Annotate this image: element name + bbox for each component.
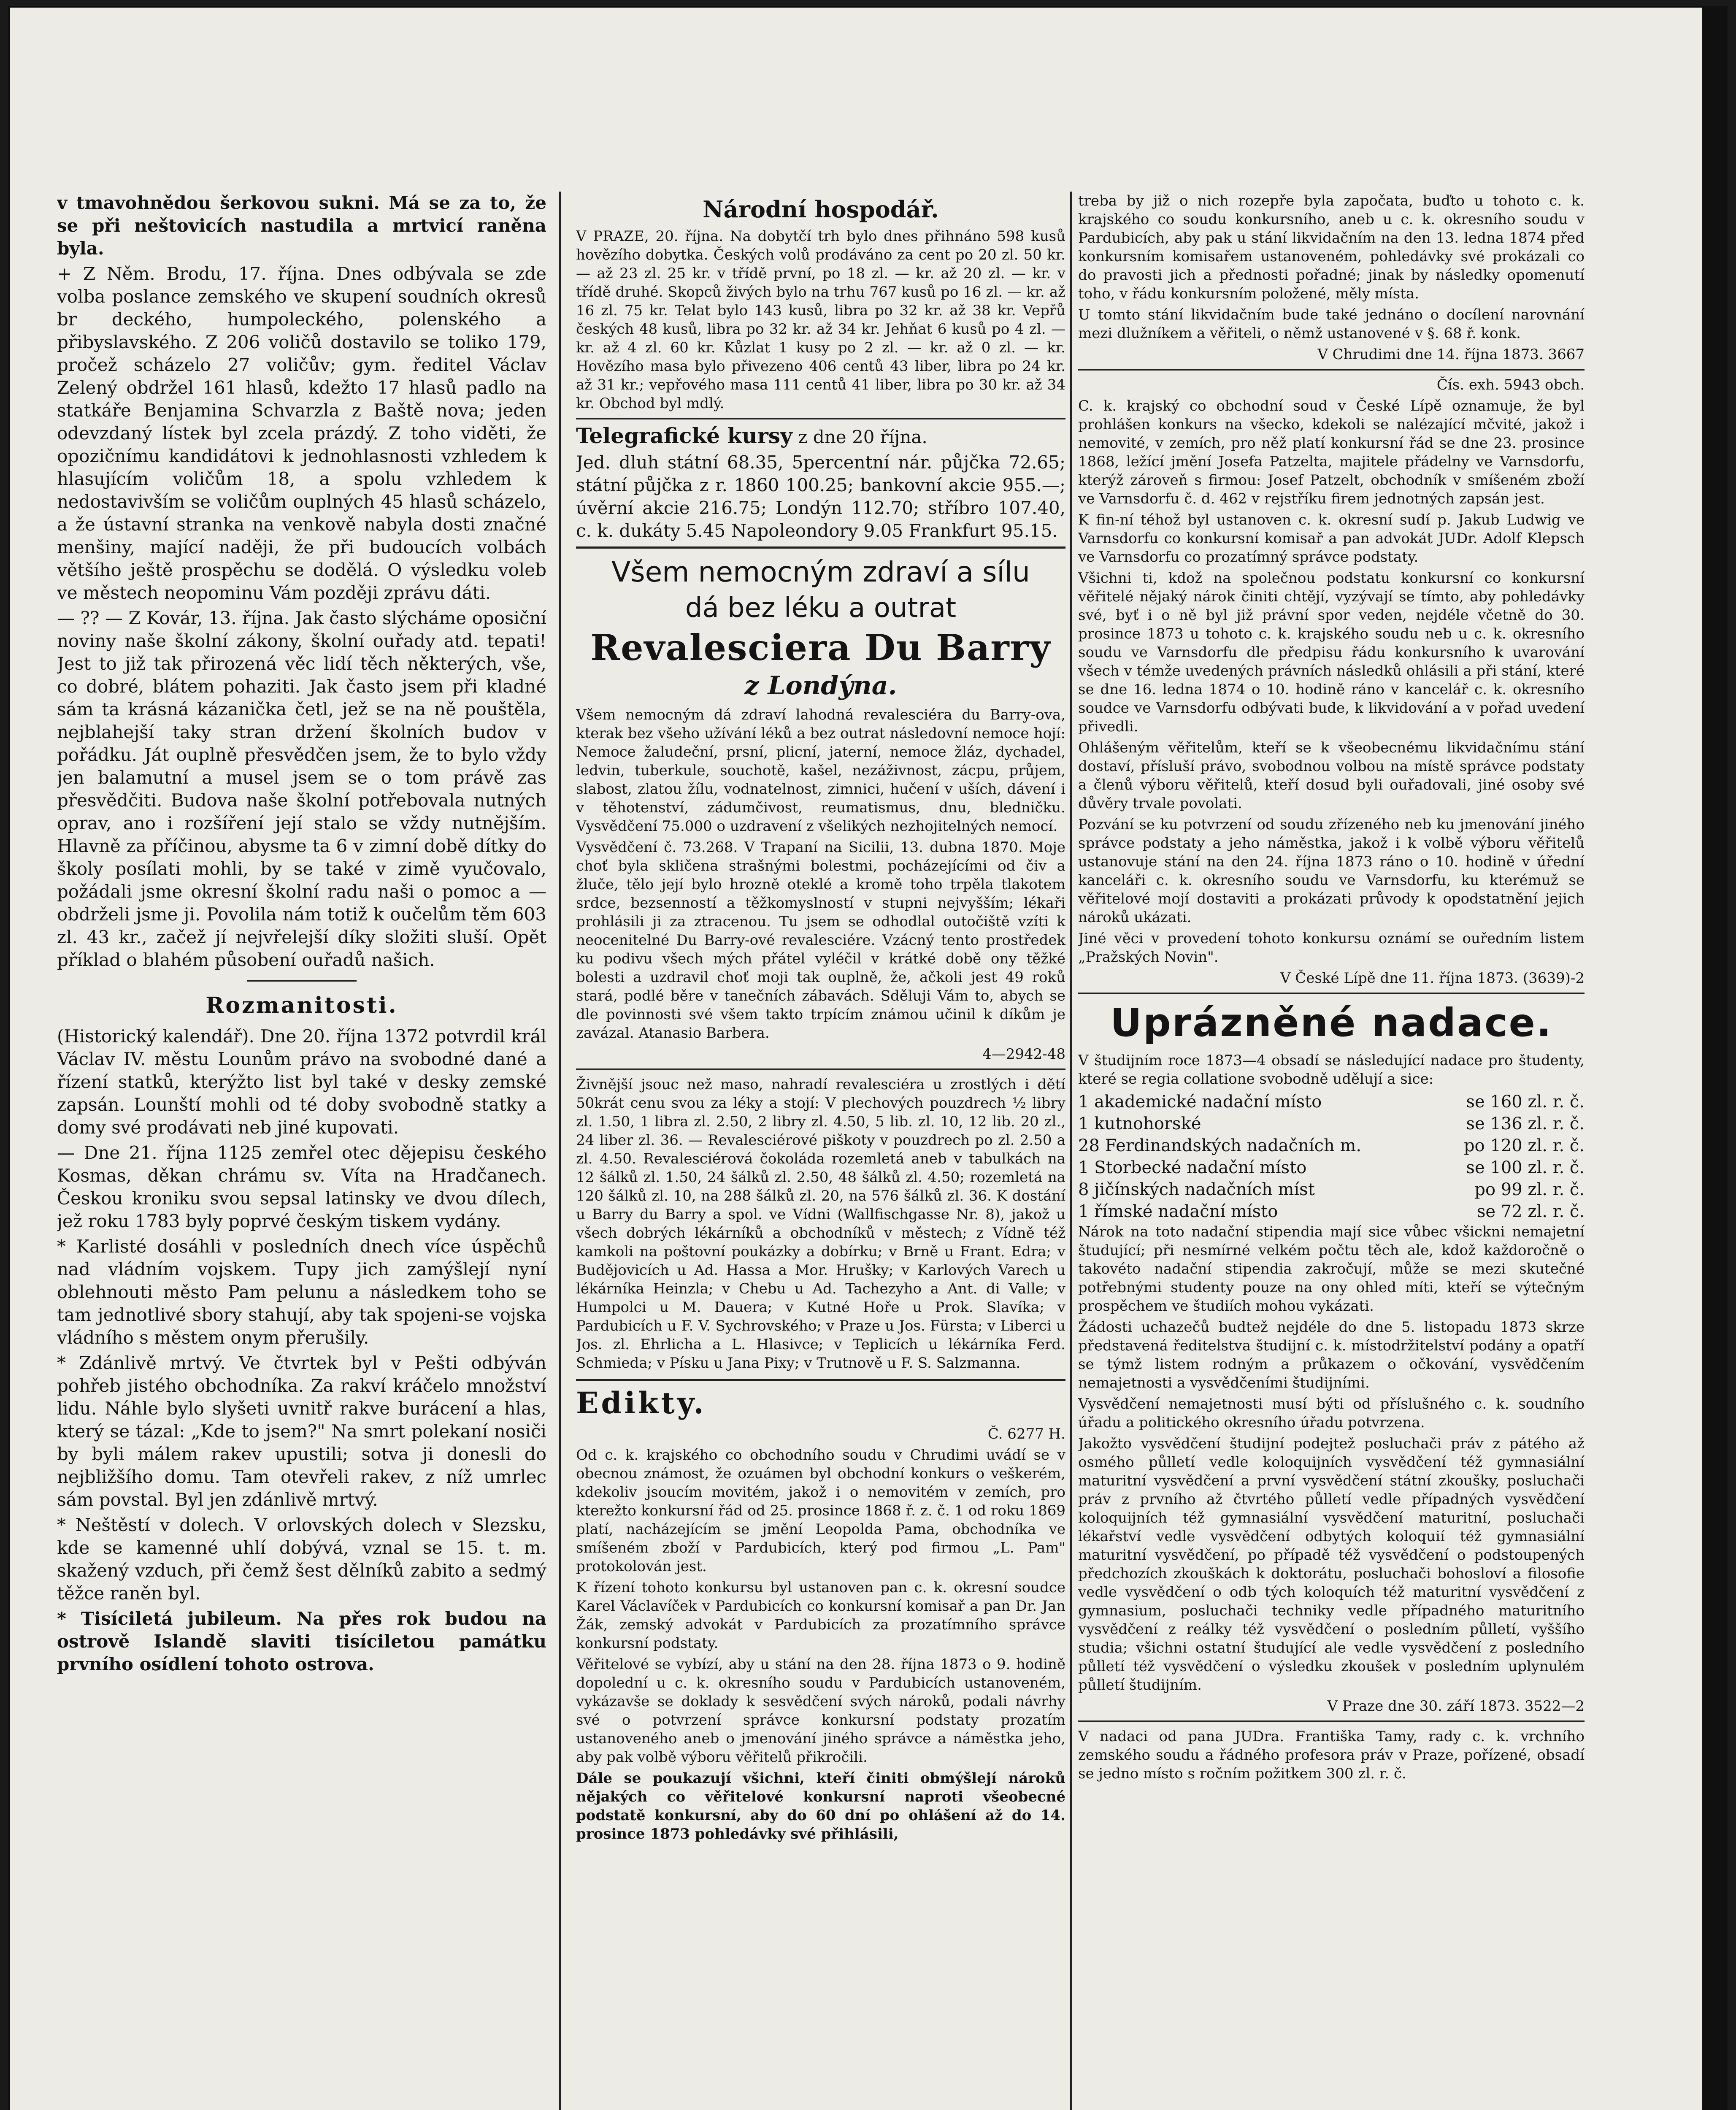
paragraph: Věřitelové se vybízí, aby u stání na den 28. října 1873 o 9. hodině dopolední u c. k. okresního soudu v Pardubicích ustanoveném, vykázavše se doklady k sesvědčení svých nároků, podali návrhy své o potvrzení správce konkursní podstaty prozatím ustanoveného aneb o jmenování jiného správce a náměstka jeho, aby pak volbě výboru věřitelů přikročili. [576,1656,1065,1766]
case-number: Čís. exh. 5943 obch. [1436,376,1585,393]
paragraph: V nadaci od pana JUDra. Františka Tamy, rady c. k. vrchního zemského soudu a řádného profesora práv v Praze, pořízené, obsadí se jedno místo s ročním požitkem 300 zl. r. č. [1078,1728,1585,1782]
signature: V Praze dne 30. září 1873. 3522—2 [1327,1698,1585,1715]
paragraph: Živnější jsouc než maso, nahradí revalesciéra u zrostlých i dětí 50krát cenu svou za léky a stojí: V plechových pouzdrech ½ libry zl. 1.50, 1 libra zl. 2.50, 2 libry zl. 4.50, 5 lib. zl. 10, 12 lib. 20 zl., 24 liber zl. 36. — Revalesciérové piškoty v pouzdrech po zl. 2.50 a zl. 4.50. Revalesciérová čokoláda rozemletá aneb v tabulkách na 12 šálků zl. 1.50, 24 šálků zl. 2.50, 48 šálků zl. 4.50; rozemletá na 120 šálků zl. 10, na 288 šálků zl. 20, na 576 šálků zl. 36. K dostání u Barry du Barry a spol. ve Vídni (Wallfischgasse Nr. 8), jakož u všech dobrých lékárníků a obchodníků v městech; z Vídně též kamkoli na poštovní poukázky a dobírku; v Brně u Frant. Edra; v Budějovicích u Ad. Hassa a Mor. Hrušky; v Karlových Varech u lékárníka Heinzla; v Chebu u Ad. Tachezyho a Ant. di Valle; v Humpolci u M. Dauera; v Kutné Hoře u Prok. Slavíka; v Pardubicích u F. V. Sychrovského; v Praze u Jos. Fürsta; v Liberci u Jos. zl. Ehrlicha a L. Hlasivce; v Teplicích u lékárníka Ferd. Schmieda; v Písku u Jana Pixy; v Trutnově u F. S. Salzmanna. [576,1076,1065,1372]
column-left [57,192,546,1678]
column-right [1078,192,1585,1785]
divider [247,980,357,982]
advertisement [576,546,1065,1381]
section-heading: Národní hospodář. [703,196,939,223]
column-rule [1070,192,1072,2110]
paragraph: Ohlášeným věřitelům, kteří se k všeobecnému likvidačnímu stání dostaví, přísluší právo, svobodnou volbou na místě správce podstaty a členů výboru věřitelů, kteří dosud byli ouřadovali, jiné osoby své důvěry trvale povolati. [1078,739,1585,812]
column-middle [576,192,1065,1846]
divider [576,418,1065,419]
paragraph: K fin-ní téhož byl ustanoven c. k. okresní sudí p. Jakub Ludwig ve Varnsdorfu co konkursní komisař a pan advokát JUDr. Adolf Klepsch ve Varnsdorfu co prozatímný správce podstaty. [1078,511,1585,565]
paragraph: V študijním roce 1873—4 obsadí se následující nadace pro študenty, které se regia collatione svobodně udělují a sice: [1078,1052,1585,1087]
ad-title: Revalesciera Du Barry [590,627,1051,668]
paragraph: Vysvědčení č. 73.268. V Trapaní na Sicilii, 13. dubna 1870. Moje choť byla skličena strašnými bolestmi, pocházejícími od čiv a žluče, tělo její bylo hrozně oteklé a kromě toho trpěla tlakotem srdce, bezsenností a těžkomyslností v stupni nejvyšším; lékaři prohlásili ji za ztracenou. Tu jsem se odhodlal outočiště vzíti k neocenitelné Du Barry-ové revalesciére. Vzácný tento prostředek ku podivu všech mých přátel vyléčil v krátké době ony těžké bolesti a uzdravil choť moji tak ouplně, že, ačkoli jest 49 roků stará, podlé běre v tanečních zábavách. Sděluji Vám to, abych se dle povinnosti své všem takto trpícím známou učinil k díkům je zavázal. Atanasio Barbera. [576,839,1065,1041]
ad-subtitle: z Londýna. [744,671,897,701]
paragraph: Jiné věci v provedení tohoto konkursu oznámí se ouředním listem „Pražských Novin". [1078,930,1585,966]
paragraph: Všem nemocným dá zdraví lahodná revalesciéra du Barry-ova, kterak bez všeho užívání léků a bez outrat následovní nemoce hojí: Nemoce žaludeční, prsní, plicní, jaterní, nemoce žláz, dychadel, ledvin, tuberkule, souchotě, kašel, nezáživnost, zácpu, průjem, slabost, zlatou žílu, vodnatelnost, zimnici, hučení v uších, dávení i v těhotenství, zádumčivost, reumatismus, dnu, bledničku. Vysvědčení 75.000 o uzdravení z všelikých nezhojitelných nemocí. [576,706,1065,835]
paragraph: C. k. krajský co obchodní soud v České Lípě oznamuje, že byl prohlášen konkurs na všecko, kdekoli se nalézající mčvité, jakož i nemovité, v zemích, pro něž platí konkursní řád se dne 23. prosince 1868, ležící jmění Josefa Patzelta, majitele přádelny ve Varnsdorfu, kterýž zároveň s firmou: Josef Patzelt, obchodník v smíšeném zboží ve Varnsdorfu č. d. 462 v rejstříku firem jednotných zapsán jest. [1078,398,1585,507]
column-rule [559,192,561,2110]
divider [1078,1720,1585,1722]
paragraph: — ?? — Z Kovár, 13. října. Jak často slýcháme oposiční noviny naše školní zákony, školní ouřady atd. tepati! Jest to již tak přirozená věc lidí těch některých, vše, co dobré, blátem pohaziti. Jak často jsem při kladné sám ta krásná kázanička četl, jež se na ně pouštěla, nejblahejší taky stran držení školních budov v pořádku. Ját ouplně přesvědčen jsem, že to bylo vždy jen balamutní a musel jsem se o tom právě zas přesvědčiti. Budova naše školní potřebovala nutných oprav, ano i rozšíření její stalo se vždy nutnějším. Hlavně za příčinou, abysme ta 6 v zimní době dítky do školy posílati mohli, by se také v zimě vyučovalo, požádali jsme okresní školní radu naši o pomoc a — obdrželi jsme ji. Povolila nám totiž k oučelům těm 603 zl. 43 kr., začež jí nejvřelejší díky složiti sluší. Opět příklad o blahém působení ouřadů našich. [57,608,546,970]
section-heading: Uprázněné nadace. [1110,1000,1552,1045]
paragraph: * Neštěstí v dolech. V orlovských dolech v Slezsku, kde se kamenné uhlí dobývá, vznal se 15. t. m. skažený vzduch, při čemž šest dělníků zabito a sedmý těžce raněn byl. [57,1515,546,1604]
paragraph: Nárok na toto nadační stipendia mají sice vůbec všickni nemajetní študující; při nesmírné velkém počtu těch ale, kdož každoročně o takovéto nadační stipendia zakročují, může se mezi skutečné potřebnými studenty pouze na ony ohled míti, kteří se výtečným prospěchem ve študiích mohou vykázati. [1078,1223,1585,1315]
telegraph-heading: Telegrafické kursy [576,423,792,448]
list-item: 28 Ferdinandských nadačních m. po 120 zl. r. č. [1078,1136,1585,1155]
paragraph: — Dne 21. října 1125 zemřel otec dějepisu českého Kosmas, děkan chrámu sv. Víta na Hradčanech. Českou kroniku svou sepsal latinsky ve dvou dílech, jež roku 1783 byly poprvé českým tiskem vydány. [57,1142,546,1231]
scan-edge [1702,6,1728,2110]
divider [1078,369,1585,371]
paragraph: V PRAZE, 20. října. Na dobytčí trh bylo dnes přihnáno 598 kusů hovězího dobytka. Českých volů prodáváno za cent po 20 zl. 50 kr. — až 23 zl. 25 kr. v třídě první, po 18 zl. — kr. až 20 zl. — kr. v třídě druhé. Skopců živých bylo na trhu 767 kusů po 16 zl. — kr. až 16 zl. 75 kr. Telat bylo 143 kusů, libra po 32 kr. až 38 kr. Vepřů českých 48 kusů, libra po 32 kr. až 34 kr. Jehňat 6 kusů po 4 zl. — kr. až 4 zl. 60 kr. Kůzlat 1 kusy po 2 zl. — kr. až 0 zl. — kr. Hovězího masa bylo přivezeno 406 centů 43 liber, libra po 24 kr. až 31 kr.; vepřového masa 111 centů 41 liber, libra po 30 kr. až 34 kr. Obchod byl mdlý. [576,228,1065,412]
paragraph: treba by již o nich rozepře byla započata, buďto u tohoto c. k. krajského co soudu konkursního, aneb u c. k. okresního soudu v Pardubicích, aby pak u stání likvidačním na den 13. ledna 1874 před konkursním komisařem ustanoveném, pohledávky své prokázali co do pravosti jich a přednosti pořadné; jinak by následky opomenutí toho, v řádu konkursním položené, měly místa. [1078,192,1585,302]
ad-headline: dá bez léku a outrat [685,592,957,624]
paragraph: Žádosti uchazečů budtež nejdéle do dne 5. listopadu 1873 skrze představená ředitelstva študijní c. k. místodržitelství podány a opatří se týmž listem rodným a průkazem o očkování, vysvědčením nemajetnosti a vysvědčeními študijními. [1078,1319,1585,1391]
paragraph: * Karlisté dosáhli v posledních dnech více úspěchů nad vládním vojskem. Tupy jich zamýšlejí nyní oblehnouti město Pam pelunu a následkem toho se tam jednotlivé sbory stahují, aby tak spojeni-se vojska vládního s městem onym přerušily. [57,1236,546,1348]
list-item: 1 kutnohorské se 136 zl. r. č. [1078,1114,1585,1133]
case-number: Č. 6277 H. [987,1426,1065,1442]
paragraph: Vysvědčení nemajetnosti musí býti od příslušného c. k. soudního úřadu a politického okresního úřadu potvrzena. [1078,1396,1585,1431]
paragraph: * Tisíciletá jubileum. Na přes rok budou na ostrově Islandě slaviti tisíciletou památku prvního osídlení tohoto ostrova. [57,1608,546,1674]
paragraph: Jed. dluh státní 68.35, 5percentní nár. půjčka 72.65; státní půjčka z r. 1860 100.25; bankovní akcie 955.—; úvěrní akcie 216.75; Londýn 112.70; stříbro 107.40, c. k. dukáty 5.45 Napoleondory 9.05 Frankfurt 95.15. [576,452,1065,541]
list-item: 1 akademické nadační místo se 160 zl. r. č. [1078,1092,1585,1112]
telegraph-date: z dne 20 října. [798,427,927,447]
list-item: 1 římské nadační místo se 72 zl. r. č. [1078,1202,1585,1221]
paragraph: Dále se poukazují všichni, kteří činiti obmýšlejí nároků nějakých co věřitelové konkursní naproti všeobecné podstatě konkursní, aby do 60 dní po ohlášení až do 14. prosince 1873 pohledávky své přihlásili, [576,1770,1065,1842]
section-heading: Rozmanitosti. [206,993,398,1018]
divider [1078,993,1585,994]
newspaper-page [8,6,1728,2110]
section-heading: Edikty. [576,1385,706,1420]
paragraph: v tmavohnědou šerkovou sukni. Má se za to, že se při neštovicích nastudila a mrtvicí raněna byla. [57,192,546,259]
paragraph: U tomto stání likvidačním bude také jednáno o docílení narovnání mezi dlužníkem a věřiteli, o němž ustanovené v §. 68 ř. konk. [1078,306,1585,342]
list-item: 8 jičínských nadačních míst po 99 zl. r. č. [1078,1180,1585,1199]
paragraph: (Historický kalendář). Dne 20. října 1372 potvrdil král Václav IV. městu Lounům právo na svobodné dané a řízení statků, kterýžto list byl také v desky zemské zapsán. Lounští mohli od té doby svobodně statky a domy své prodávati neb jiné kupovati. [57,1026,546,1138]
paragraph: Pozvání se ku potvrzení od soudu zřízeného neb ku jmenování jiného správce podstaty a jeho náměstka, jakož i k volbě výboru věřitelů ustanovuje stání na den 24. října 1873 ráno o 10. hodině v úřední kanceláři c. k. okresního soudu ve Varnsdorfu, ku kterémuž se věřitelové mojí dostaviti a prokázati průvody k opodstatnění jejich nároků ukázati. [1078,816,1585,926]
list-item: 1 Storbecké nadační místo se 100 zl. r. č. [1078,1158,1585,1177]
paragraph: K řízení tohoto konkursu byl ustanoven pan c. k. okresní soudce Karel Václavíček v Pardubicích co konkursní komisař a pan Dr. Jan Žák, zemský advokát v Pardubicích za prozatímního správce konkursní podstaty. [576,1579,1065,1652]
paragraph: Jakožto vysvědčení študijní podejtež posluchači práv z pátého až osmého půlletí vedle koloquijních vysvědčení též gymnasiální maturitní vysvědčení a první vysvědčení státní zkoušky, posluchači práv z prvního až čtvrtého půlletí vedle případných vysvědčení koloquijních též gymnasiální vysvědčení maturitní, posluchači lékařství vedle vysvědčení odbytých koloquií též gymnasiální maturitní vysvědčení, po případě též vysvědčení o podstoupených předchozích zkouškách k doktorátu, posluchači bohosloví a filosofie vedle vysvědčení o odb tých koloquích též maturitní vysvědčení z gymnasium, posluchači techniky vedle případného maturitního vysvědčení z reálky též vysvědčení o posledním půlletí, vyššího studia; všichni ostatní študující ale vedle vysvědčení z posledního půlletí též vysvědčení o výsledku zkoušek v posledním uplynulém půlletí študijním. [1078,1435,1585,1693]
paragraph: Všichni ti, kdož na společnou podstatu konkursní co konkursní věřitelé nějaký nárok činiti chtějí, vyzývají se tímto, aby pohledávky své, byť i o ně byl již právní spor veden, nejdéle včetně do 30. prosince 1873 u tohoto c. k. krajského soudu neb u c. k. okresního soudu ve Varnsdorfu dle předpisu řádu konkursního k uvarování všech v témže uvedených právních následků ohlásili a při stání, které se dne 16. ledna 1874 o 10. hodině ráno v kancelář c. k. okresního soudce ve Varnsdorfu odbývati bude, k likvidování a v pořad uvedení přivedli. [1078,570,1585,735]
signature: V České Lípě dne 11. října 1873. (3639)-2 [1280,970,1585,987]
signature: 4—2942-48 [982,1046,1065,1063]
paragraph: + Z Něm. Brodu, 17. října. Dnes odbývala se zde volba poslance zemského ve skupení soudních okresů br deckého, humpoleckého, polenského a přibyslavského. Z 206 voličů dostavilo se toliko 179, pročež scházelo 27 voličův; gym. ředitel Václav Zelený obdržel 161 hlasů, kdežto 17 hlasů padlo na statkáře Benjamina Schvarzla z Baště nova; jeden odevzdaný lístek byl zcela prázdý. Z toho viděti, že opozičnímu kandidátovi k jednohlasnosti vzhledem k hlasujícím voličům 18, a spolu vzhledem k nedostavivším se voličům ouplných 45 hlasů scházelo, a že ústavní stranka na venkově nabyla dosti značné menšiny, mající naději, že při budoucích volbách většího ještě prospěchu se dodělá. O výsledku voleb ve městech neopominu Vám později zprávu dáti. [57,263,546,603]
signature: V Chrudimi dne 14. října 1873. 3667 [1317,346,1585,363]
paragraph: Od c. k. krajského co obchodního soudu v Chrudimi uvádí se v obecnou známost, že ozuámen byl obchodní konkurs o veškerém, kdekoliv jsoucím movitém, jakož i o nemovitém v zemích, pro kterežto konkursní řád od 25. prosince 1868 ř. z. č. 1 od roku 1869 platí, nacházejícím se jmění Leopolda Pama, obchodníka ve smíšeném zboží v Pardubicích, který pod firmou „L. Pam" protokolován jest. [576,1447,1065,1575]
divider [576,1069,1065,1070]
ad-headline: Všem nemocným zdraví a sílu [611,556,1030,588]
paragraph: * Zdánlivě mrtvý. Ve čtvrtek byl v Pešti odbýván pohřeb jistého obchodníka. Za rakví kráčelo množství lidu. Náhle bylo slyšeti uvnitř rakve burácení a hlas, který se tázal: „Kde to jsem?" Na smrt polekaní nosiči by byli málem rakev upustili; sotva ji donesli do nejbližšího domu. Tam otevřeli rakev, z níž umrlec sám povstal. Byl jen zdánlivě mrtvý. [57,1353,546,1510]
